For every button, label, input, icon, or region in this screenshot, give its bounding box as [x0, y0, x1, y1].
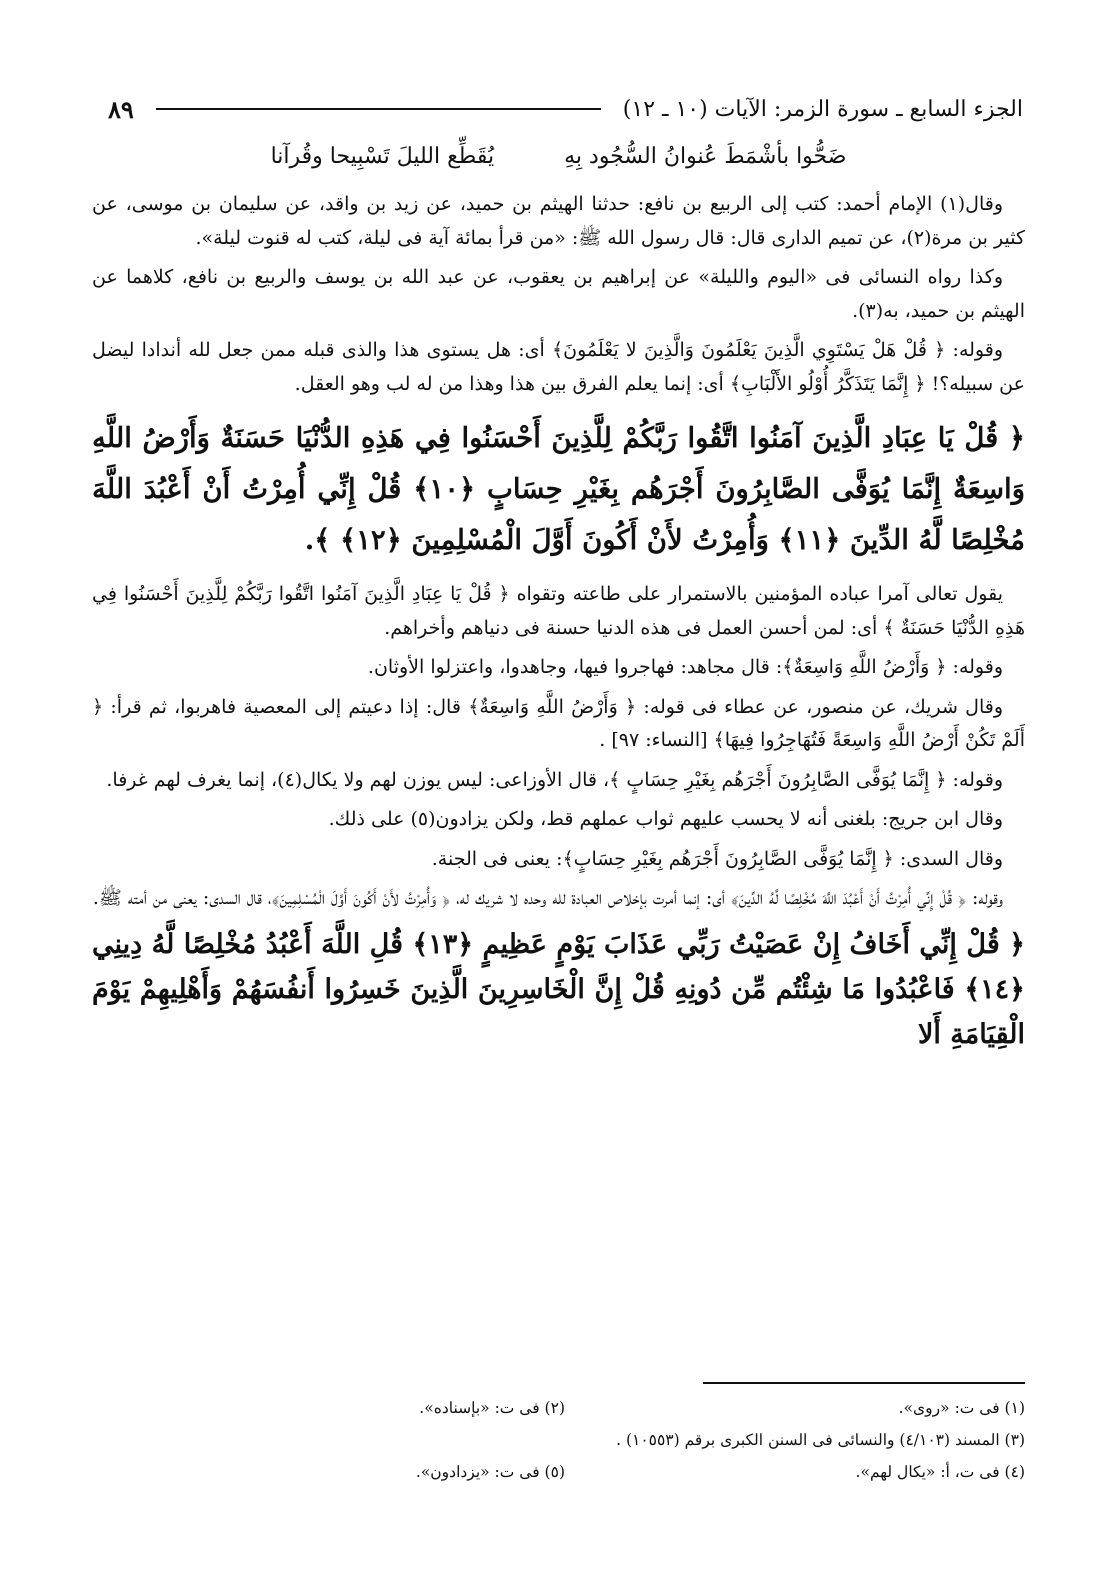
quran-verses-13-15: ﴿ قُلْ إِنِّي أَخَافُ إِنْ عَصَيْتُ رَبِّي عَذَابَ يَوْمٍ عَظِيمٍ ﴿١٣﴾ قُلِ اللَّهَ أَعْبُدُ مُخْلِصًا لَّهُ دِينِي ﴿١٤﴾ فَاعْبُدُوا مَا شِئْتُم مِّن دُونِهِ قُلْ إِنَّ الْخَاسِرِينَ الَّذِينَ خَسِرُوا أَنفُسَهُمْ وَأَهْلِيهِمْ يَوْمَ الْقِيَامَةِ أَلا — [92, 928, 1025, 1050]
paragraph: وقال(١) الإمام أحمد: كتب إلى الربيع بن نافع: حدثنا الهيثم بن حميد، عن زيد بن واقد، عن سليمان بن موسى، عن كثير بن مرة(٢)، عن تميم الدارى قال: قال رسول الله ﷺ: «من قرأ بمائة آية فى ليلة، كتب له قنوت ليلة». — [92, 193, 1025, 249]
paragraph: وقوله: ﴿ وَأَرْضُ اللَّهِ وَاسِعَةٌ﴾: قال مجاهد: فهاجروا فيها، وجاهدوا، واعتزلوا الأوثان. — [367, 656, 1003, 678]
page-header — [108, 92, 1023, 126]
footnote-row — [92, 1392, 1025, 1424]
paragraph: وقال شريك، عن منصور، عن عطاء فى قوله: ﴿ وَأَرْضُ اللَّهِ وَاسِعَةٌ﴾ قال: إذا دعيتم إلى المعصية فاهربوا، ثم قرأ: ﴿ أَلَمْ تَكُنْ أَرْضُ اللَّهِ وَاسِعَةً فَتُهَاجِرُوا فِيهَا﴾ [النساء: ٩٧] . — [92, 695, 1025, 751]
footnote-3: (٣) المسند (٤/١٠٣) والنسائى فى السنن الكبرى برقم (١٠٥٥٣) . — [616, 1431, 1025, 1449]
poem-hemistich-right: ضَحُّوا بأشْمَطَ عُنوانُ السُّجُود بِهِ — [564, 144, 847, 169]
footnote-2: (٢) فى ت: «بإسناده». — [419, 1399, 565, 1417]
paragraph: وقال السدى: ﴿ إِنَّمَا يُوَفَّى الصَّابِرُونَ أَجْرَهُم بِغَيْرِ حِسَابٍ﴾: يعنى فى الجنة. — [431, 847, 1003, 870]
footnote-row — [92, 1456, 1025, 1488]
running-title: الجزء السابع ـ سورة الزمر: الآيات (١٠ ـ ١٢) — [622, 96, 1023, 122]
footnote-rule — [703, 1382, 1025, 1384]
poem-hemistich-left: يُقَطِّع الليلَ تَسْبِيحا وقُرآنا — [270, 144, 495, 169]
page-number: ٨٩ — [108, 94, 134, 124]
footnotes — [92, 1392, 1025, 1488]
quran-verses-10-12: ﴿ قُلْ يَا عِبَادِ الَّذِينَ آمَنُوا اتَّقُوا رَبَّكُمْ لِلَّذِينَ أَحْسَنُوا فِي هَذِهِ الدُّنْيَا حَسَنَةٌ وَأَرْضُ اللَّهِ وَاسِعَةٌ إِنَّمَا يُوَفَّى الصَّابِرُونَ أَجْرَهُم بِغَيْرِ حِسَابٍ ﴿١٠﴾ قُلْ إِنِّي أُمِرْتُ أَنْ أَعْبُدَ اللَّهَ مُخْلِصًا لَّهُ الدِّينَ ﴿١١﴾ وَأُمِرْتُ لأَنْ أَكُونَ أَوَّلَ الْمُسْلِمِينَ ﴿١٢﴾ ﴾. — [92, 422, 1025, 556]
footnote-row — [92, 1424, 1025, 1456]
footnote-1: (١) فى ت: «روى». — [898, 1399, 1025, 1417]
footnote-5: (٥) فى ت: «يزدادون». — [415, 1463, 565, 1481]
header-rule — [156, 108, 601, 110]
paragraph: وقال ابن جريج: بلغنى أنه لا يحسب عليهم ثواب عملهم قط، ولكن يزادون(٥) على ذلك. — [328, 808, 1003, 830]
paragraph: وكذا رواه النسائى فى «اليوم والليلة» عن إبراهيم بن يعقوب، عن عبد الله بن يوسف والربيع بن نافع، كلاهما عن الهيثم بن حميد، به(٣). — [92, 266, 1025, 322]
poem-verse — [92, 140, 1025, 174]
paragraph: وقوله: ﴿ قُلْ هَلْ يَسْتَوِي الَّذِينَ يَعْلَمُونَ وَالَّذِينَ لا يَعْلَمُونَ﴾ أى: هل يستوى هذا والذى قبله ممن جعل لله أندادا ليضل عن سبيله؟! ﴿ إِنَّمَا يَتَذَكَّرُ أُوْلُو الأَلْبَابِ﴾ أى: إنما يعلم الفرق بين هذا وهذا من له لب وهو العقل. — [92, 339, 1025, 395]
footnote-4: (٤) فى ت، أ: «يكال لهم». — [855, 1463, 1025, 1481]
paragraph: وقوله: ﴿ إِنَّمَا يُوَفَّى الصَّابِرُونَ أَجْرَهُم بِغَيْرِ حِسَابٍ ﴾، قال الأوزاعى: ليس يوزن لهم ولا يكال(٤)، إنما يغرف لهم غرفا. — [106, 768, 1003, 791]
page-body — [92, 140, 1025, 1057]
paragraph: يقول تعالى آمرا عباده المؤمنين بالاستمرار على طاعته وتقواه ﴿ قُلْ يَا عِبَادِ الَّذِينَ آمَنُوا اتَّقُوا رَبَّكُمْ لِلَّذِينَ أَحْسَنُوا فِي هَذِهِ الدُّنْيَا حَسَنَةٌ ﴾ أى: لمن أحسن العمل فى هذه الدنيا حسنة فى دنياهم وأخراهم. — [92, 583, 1025, 639]
paragraph: وقوله: ﴿ قُلْ إِنِّي أُمِرْتُ أَنْ أَعْبُدَ اللَّهَ مُخْلِصًا لَّهُ الدِّينَ﴾ أى: إنما أمرت بإخلاص العبادة لله وحده لا شريك له، ﴿ وَأُمِرْتُ لأَنْ أَكُونَ أَوَّلَ الْمُسْلِمِينَ﴾، قال السدى: يعنى من أمته ﷺ. — [92, 887, 1003, 909]
